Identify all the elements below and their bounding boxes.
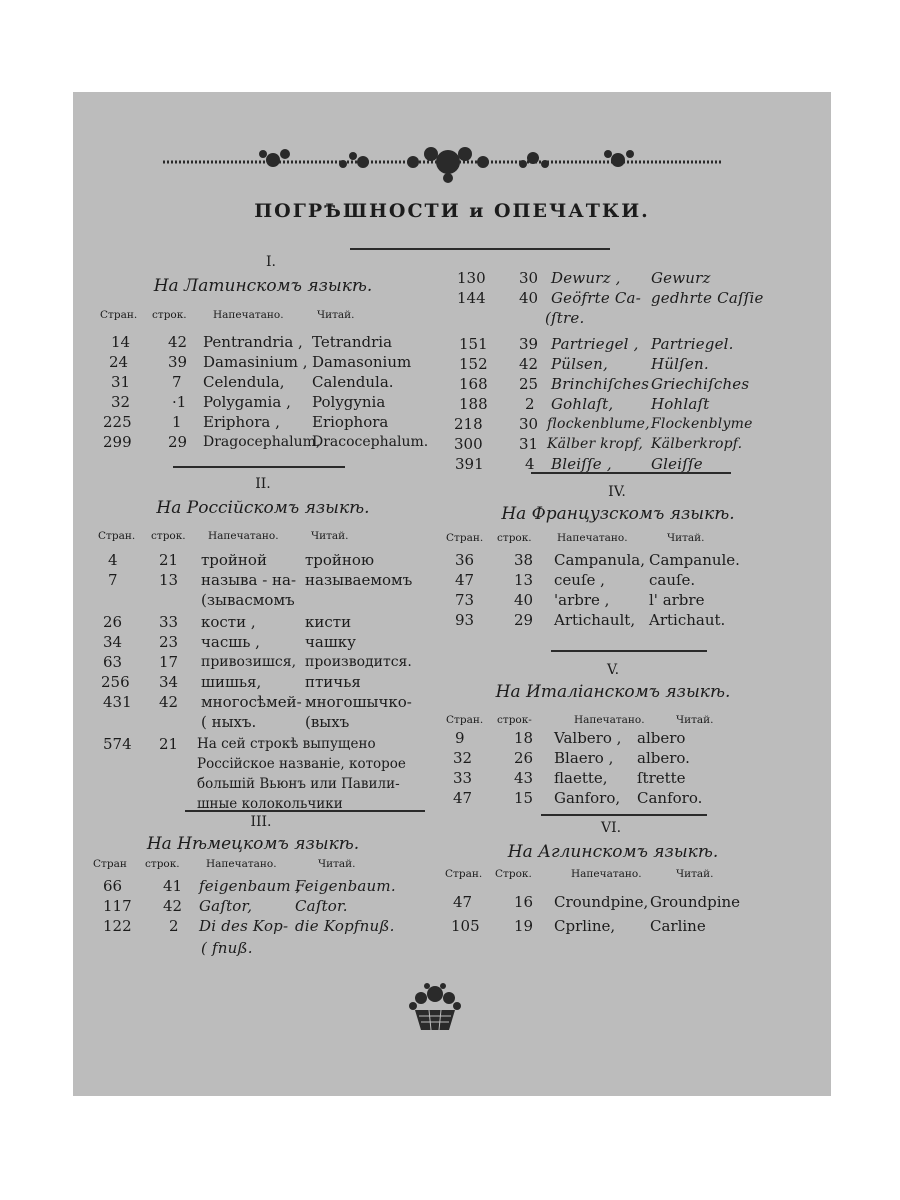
page-number: 4	[108, 551, 118, 569]
note-line: шные колокольчики	[197, 796, 343, 812]
col-header-printed: Напечатано.	[208, 530, 279, 542]
page-number: 47	[453, 893, 473, 911]
col-header-line: строк.	[497, 532, 532, 544]
line-number: 33	[159, 613, 179, 631]
line-number: 31	[519, 435, 539, 453]
line-number: 2	[525, 395, 535, 413]
printed-text: многосѣмей-	[201, 693, 302, 711]
page-number: 152	[459, 355, 488, 373]
printed-text: Partriegel ,	[551, 335, 639, 353]
col-header-printed: Напечатано.	[206, 858, 277, 870]
line-number: 21	[159, 735, 179, 753]
printed-text: Valbero ,	[554, 729, 622, 747]
section-heading: На Италіанскомъ языкѣ.	[495, 682, 731, 702]
line-number: 42	[519, 355, 539, 373]
correct-text: Hülſen.	[651, 355, 709, 373]
line-number: 19	[514, 917, 534, 935]
page-number: 24	[109, 353, 129, 371]
line-number: 13	[514, 571, 534, 589]
line-number: 30	[519, 269, 539, 287]
col-header-page: Стран.	[98, 530, 136, 542]
line-number: 1	[172, 413, 182, 431]
col-header-printed: Напечатано.	[571, 868, 642, 880]
page-number: 574	[103, 735, 132, 753]
line-number: 40	[519, 289, 539, 307]
printed-text: шишья,	[201, 673, 262, 691]
printed-text: Dewurz ,	[551, 269, 621, 287]
line-number: 43	[514, 769, 534, 787]
printed-text: Croundpine,	[554, 893, 649, 911]
correct-text: Damasonium	[312, 353, 412, 371]
correct-text: называемомъ	[305, 571, 413, 589]
printed-text: ( fnuß.	[201, 939, 253, 957]
section-numeral: IV.	[608, 484, 626, 500]
line-number: 25	[519, 375, 539, 393]
correct-text: Gleiſſe	[651, 455, 703, 473]
correct-text: Feigenbaum.	[295, 877, 396, 895]
document-page	[73, 92, 831, 1096]
section-numeral: III.	[250, 814, 272, 830]
printed-text: называ - на-	[201, 571, 297, 589]
correct-text: Canforo.	[637, 789, 703, 807]
printed-text: Bleiſſe ,	[551, 455, 612, 473]
printed-text: Celendula,	[203, 373, 285, 391]
page-number: 151	[459, 335, 488, 353]
printed-text: Gohlaſt,	[551, 395, 614, 413]
page-number: 34	[103, 633, 123, 651]
line-number: 21	[159, 551, 179, 569]
col-header-read: Читай.	[676, 714, 714, 726]
line-number: 17	[159, 653, 179, 671]
printed-text: Blaero ,	[554, 749, 614, 767]
col-header-page: Стран.	[446, 532, 484, 544]
line-number: 16	[514, 893, 534, 911]
printed-text: часшь ,	[201, 633, 260, 651]
printed-text: Brinchiſches	[551, 375, 650, 393]
page-number: 130	[457, 269, 486, 287]
correct-text: Dracocephalum.	[312, 434, 429, 450]
correct-text: albero	[637, 729, 686, 747]
correct-text: ſtrette	[637, 769, 686, 787]
printed-text: flaette,	[554, 769, 608, 787]
page-number: 93	[455, 611, 475, 629]
correct-text: тройною	[305, 551, 375, 569]
section-heading: На Нѣмецкомъ языкѣ.	[146, 834, 360, 854]
page-number: 168	[459, 375, 488, 393]
printed-text: 'arbre ,	[554, 591, 610, 609]
page-number: 66	[103, 877, 123, 895]
correct-text: Caſtor.	[295, 897, 348, 915]
page-number: 256	[101, 673, 130, 691]
printed-text: Di des Kop-	[199, 917, 289, 935]
page-number: 188	[459, 395, 488, 413]
correct-text: Calendula.	[312, 373, 394, 391]
page-number: 73	[455, 591, 475, 609]
correct-text: Hohlaſt	[651, 395, 710, 413]
col-header-read: Читай.	[676, 868, 714, 880]
page-number: 47	[455, 571, 475, 589]
correct-text: l' arbre	[649, 591, 705, 609]
printed-text: flockenblume,	[547, 416, 650, 432]
correct-text: кисти	[305, 613, 352, 631]
col-header-printed: Напечатано.	[213, 309, 284, 321]
correct-text: albero.	[637, 749, 690, 767]
printed-text: тройной	[201, 551, 267, 569]
section-numeral: VI.	[600, 820, 622, 836]
printed-text: привозишся,	[201, 654, 297, 670]
printed-text: Damasinium ,	[203, 353, 308, 371]
printed-text: feigenbaum ,	[199, 877, 301, 895]
correct-text: Carline	[650, 917, 706, 935]
correct-text: Polygynia	[312, 393, 386, 411]
printed-text: Dragocephalum,	[203, 434, 321, 450]
page-number: 7	[108, 571, 118, 589]
col-header-line: строк.	[151, 530, 186, 542]
title-rule	[350, 248, 610, 250]
page-number: 391	[455, 455, 484, 473]
line-number: 38	[514, 551, 534, 569]
col-header-read: Читай.	[317, 309, 355, 321]
correct-text: Griechiſches	[651, 375, 750, 393]
printed-text: (зывасмомъ	[201, 591, 295, 609]
section-heading: На Аглинскомъ языкѣ.	[507, 842, 719, 862]
line-number: 42	[168, 333, 188, 351]
line-number: 15	[514, 789, 534, 807]
printed-text: Gaſtor,	[199, 897, 253, 915]
printed-text: Cprline,	[554, 917, 616, 935]
section-rule	[541, 814, 707, 816]
section-numeral: II.	[255, 476, 271, 492]
section-numeral: I.	[266, 254, 276, 270]
line-number: 13	[159, 571, 179, 589]
correct-text: die Kopfnuß.	[295, 917, 395, 935]
correct-text: производится.	[305, 654, 412, 670]
page-number: 63	[103, 653, 123, 671]
col-header-line: Строк.	[495, 868, 532, 880]
page-number: 299	[103, 433, 132, 451]
section-heading: На Латинскомъ языкѣ.	[153, 276, 373, 296]
printed-text: Kälber kropf,	[547, 436, 643, 452]
printed-text: Pülsen,	[551, 355, 608, 373]
line-number: 42	[163, 897, 183, 915]
col-header-page: Стран.	[100, 309, 138, 321]
correct-text: Flockenblyme	[651, 416, 753, 432]
page-number: 218	[454, 415, 483, 433]
section-rule	[551, 650, 707, 652]
page-number: 144	[457, 289, 486, 307]
page-number: 14	[111, 333, 131, 351]
note-line: большій Вьюнъ или Павили-	[197, 776, 400, 792]
col-header-read: Читай.	[311, 530, 349, 542]
col-header-line: строк.	[145, 858, 180, 870]
line-number: 41	[163, 877, 183, 895]
correct-text: Partriegel.	[651, 335, 734, 353]
page-number: 117	[103, 897, 132, 915]
line-number: ·1	[172, 393, 187, 411]
correct-text: Groundpine	[650, 893, 741, 911]
printed-text: Geöfrte Ca-	[551, 289, 641, 307]
correct-text: многошычко-	[305, 693, 412, 711]
page-title: ПОГРѢШНОСТИ и ОПЕЧАТКИ.	[254, 200, 650, 222]
section-rule	[531, 472, 731, 474]
printed-text: Ganforo,	[554, 789, 621, 807]
printed-text: (ſtre.	[545, 309, 585, 327]
section-rule	[185, 810, 425, 812]
correct-text: gedhrte Caſſie	[651, 289, 764, 307]
flower-basket-icon	[403, 980, 467, 1036]
section-rule	[173, 466, 345, 468]
printed-text: ( ныхъ.	[201, 713, 257, 731]
line-number: 29	[514, 611, 534, 629]
line-number: 7	[172, 373, 182, 391]
correct-text: Gewurz	[651, 269, 711, 287]
errata-note	[197, 734, 427, 814]
correct-text: Kälberkropf.	[651, 436, 743, 452]
section-heading: На Французскомъ языкѣ.	[501, 504, 735, 524]
line-number: 26	[514, 749, 534, 767]
page-number: 26	[103, 613, 123, 631]
line-number: 42	[159, 693, 179, 711]
page-number: 225	[103, 413, 132, 431]
col-header-printed: Напечатано.	[557, 532, 628, 544]
page-number: 31	[111, 373, 131, 391]
correct-text: чашку	[305, 633, 357, 651]
printed-text: Eriphora ,	[203, 413, 280, 431]
note-line: Россійское названіе, которое	[197, 756, 406, 772]
printed-text: Artichault,	[554, 611, 636, 629]
page-number: 32	[453, 749, 473, 767]
line-number: 30	[519, 415, 539, 433]
printed-text: Polygamia ,	[203, 393, 291, 411]
page-number: 122	[103, 917, 132, 935]
printed-text: ceuſe ,	[554, 571, 605, 589]
line-number: 18	[514, 729, 534, 747]
correct-text: Eriophora	[312, 413, 389, 431]
col-header-read: Читай.	[318, 858, 356, 870]
col-header-page: Стран.	[445, 868, 483, 880]
page-number: 9	[455, 729, 465, 747]
line-number: 39	[168, 353, 188, 371]
col-header-read: Читай.	[667, 532, 705, 544]
correct-text: птичья	[305, 673, 361, 691]
line-number: 4	[525, 455, 535, 473]
line-number: 29	[168, 433, 188, 451]
floral-garland-icon	[163, 132, 723, 192]
section-heading: На Россійскомъ языкѣ.	[156, 498, 370, 518]
line-number: 2	[169, 917, 179, 935]
note-line: На сей строкѣ выпущено	[197, 736, 376, 752]
correct-text: cauſe.	[649, 571, 696, 589]
col-header-printed: Напечатано.	[574, 714, 645, 726]
page-number: 36	[455, 551, 475, 569]
line-number: 34	[159, 673, 179, 691]
page-number: 300	[454, 435, 483, 453]
page-number: 47	[453, 789, 473, 807]
page-number: 32	[111, 393, 131, 411]
page-number: 431	[103, 693, 132, 711]
col-header-page: Стран	[93, 858, 127, 870]
printed-text: Pentrandria ,	[203, 333, 303, 351]
line-number: 39	[519, 335, 539, 353]
page-number: 33	[453, 769, 473, 787]
correct-text: Tetrandria	[312, 333, 393, 351]
line-number: 40	[514, 591, 534, 609]
correct-text: (выхъ	[305, 713, 350, 731]
correct-text: Campanule.	[649, 551, 740, 569]
correct-text: Artichaut.	[649, 611, 726, 629]
section-numeral: V.	[606, 662, 620, 678]
page-number: 105	[451, 917, 480, 935]
line-number: 23	[159, 633, 179, 651]
col-header-line: строк.	[152, 309, 187, 321]
col-header-page: Стран.	[446, 714, 484, 726]
printed-text: Campanula,	[554, 551, 646, 569]
printed-text: кости ,	[201, 613, 256, 631]
col-header-line: строк-	[497, 714, 532, 726]
